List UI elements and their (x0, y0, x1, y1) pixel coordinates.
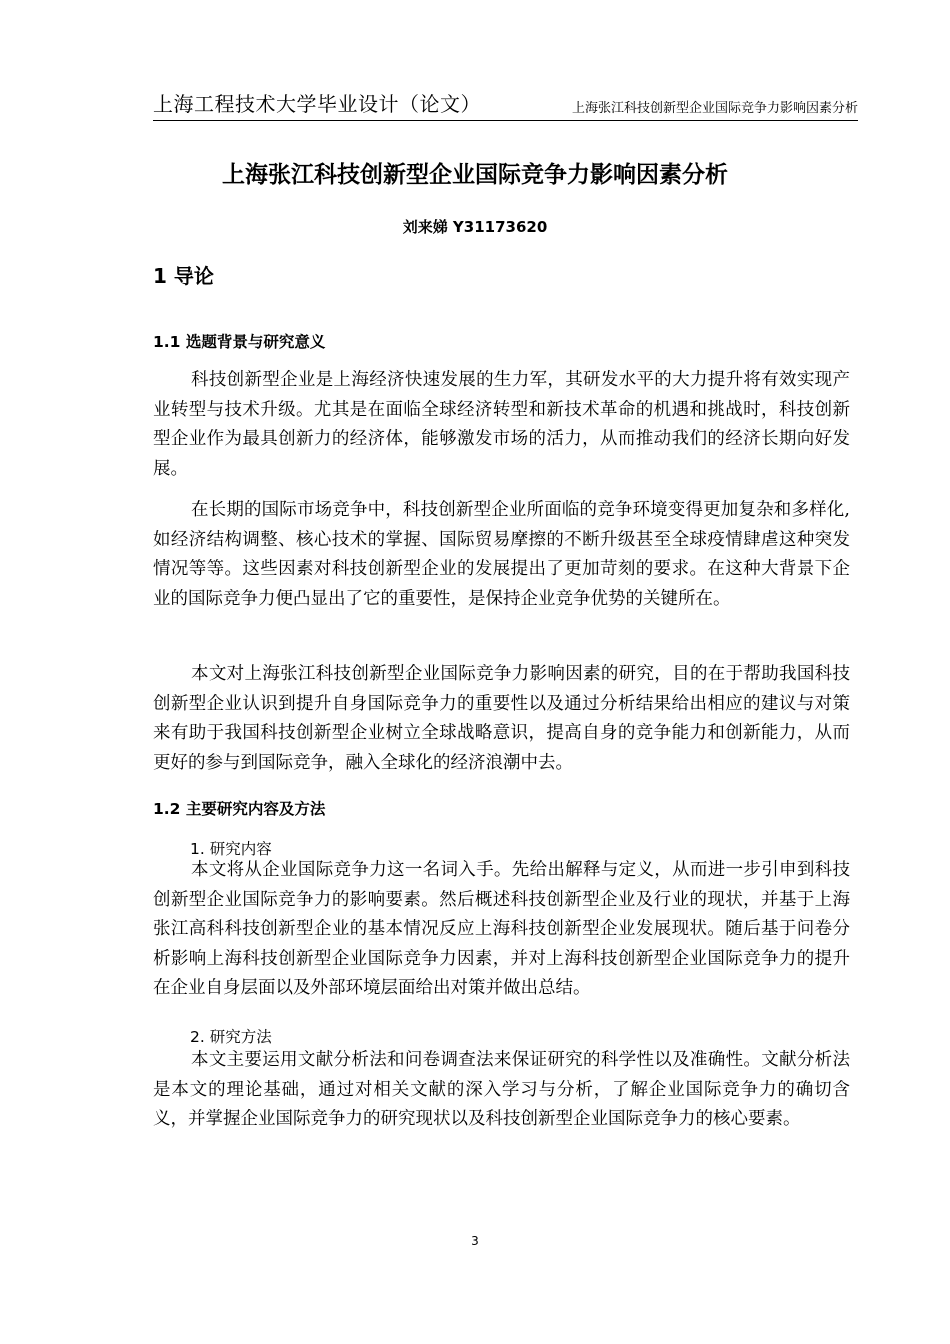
paragraph-research-method: 本文主要运用文献分析法和问卷调查法来保证研究的科学性以及准确性。文献分析法是本文的理论基础，通过对相关文献的深入学习与分析，了解企业国际竞争力的确切含义，并掌握企业国际竞争力的研究现状以及科技创新型企业国际竞争力的核心要素。 (153, 1050, 850, 1129)
header-school-title: 上海工程技术大学毕业设计（论文） (153, 92, 481, 116)
subheading-research-content: 1. 研究内容 (190, 840, 272, 858)
author-line: 刘来娣 Y31173620 (402, 218, 548, 236)
paragraph-background-3: 本文对上海张江科技创新型企业国际竞争力影响因素的研究，目的在于帮助我国科技创新型企业认识到提升自身国际竞争力的重要性以及通过分析结果给出相应的建议与对策来有助于我国科技创新型企业树立全球战略意识，提高自身的竞争能力和创新能力，从而更好的参与到国际竞争，融入全球化的经济浪潮中去。 (153, 664, 850, 773)
page-number: 3 (471, 1234, 479, 1248)
section-heading-1-2: 1.2 主要研究内容及方法 (153, 800, 326, 818)
paragraph-background-2: 在长期的国际市场竞争中，科技创新型企业所面临的竞争环境变得更加复杂和多样化,如经济结构调整、核心技术的掌握、国际贸易摩擦的不断升级甚至全球疫情肆虐这种突发情况等等。这些因素对科技创新型企业的发展提出了更加苛刻的要求。在这种大背景下企业的国际竞争力便凸显出了它的重要性，是保持企业竞争优势的关键所在。 (153, 500, 850, 609)
subheading-research-method: 2. 研究方法 (190, 1028, 272, 1046)
section-heading-1: 1 导论 (153, 264, 214, 288)
paragraph-background-1: 科技创新型企业是上海经济快速发展的生力军，其研发水平的大力提升将有效实现产业转型与技术升级。尤其是在面临全球经济转型和新技术革命的机遇和挑战时，科技创新型企业作为最具创新力的经济体，能够激发市场的活力，从而推动我们的经济长期向好发展。 (153, 370, 850, 479)
page-header (153, 92, 858, 121)
section-heading-1-1: 1.1 选题背景与研究意义 (153, 333, 326, 351)
paragraph-research-content: 本文将从企业国际竞争力这一名词入手。先给出解释与定义，从而进一步引申到科技创新型企业国际竞争力的影响要素。然后概述科技创新型企业及行业的现状，并基于上海张江高科科技创新型企业的基本情况反应上海科技创新型企业发展现状。随后基于问卷分析影响上海科技创新型企业国际竞争力因素，并对上海科技创新型企业国际竞争力的提升在企业自身层面以及外部环境层面给出对策并做出总结。 (153, 860, 850, 998)
document-title: 上海张江科技创新型企业国际竞争力影响因素分析 (222, 162, 728, 188)
header-thesis-title: 上海张江科技创新型企业国际竞争力影响因素分析 (571, 101, 858, 116)
